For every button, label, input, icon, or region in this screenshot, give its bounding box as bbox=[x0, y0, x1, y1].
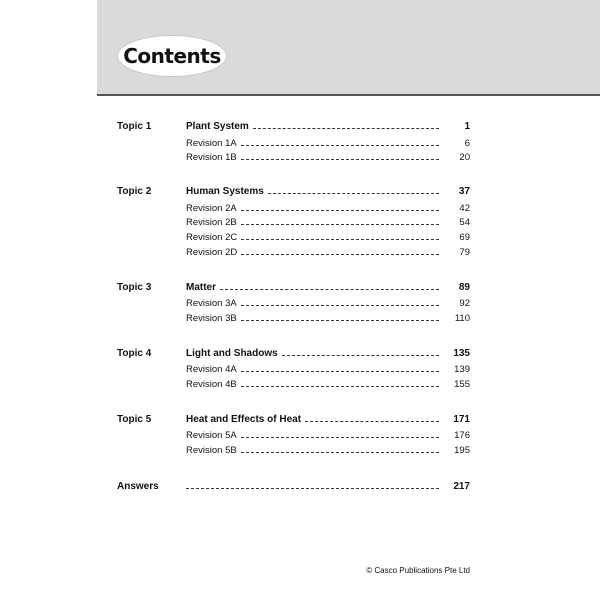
dot-leader bbox=[241, 210, 439, 211]
page-number: 110 bbox=[454, 313, 470, 324]
page-number: 1 bbox=[464, 121, 470, 132]
revision-label: Revision 5B bbox=[186, 445, 237, 456]
topic-title: Heat and Effects of Heat bbox=[186, 414, 302, 425]
toc-topic-row[interactable] bbox=[0, 281, 600, 296]
page-number: 54 bbox=[459, 217, 470, 228]
revision-label: Revision 4A bbox=[186, 364, 237, 375]
page-number: 6 bbox=[464, 138, 470, 149]
dot-leader bbox=[241, 254, 439, 255]
dot-leader bbox=[241, 437, 439, 438]
dot-leader bbox=[253, 128, 439, 129]
toc-topic-row[interactable] bbox=[0, 185, 600, 200]
toc-topic-row[interactable] bbox=[0, 347, 600, 362]
topic-title: Light and Shadows bbox=[186, 348, 278, 359]
page-number: 89 bbox=[458, 282, 470, 293]
answers-label: Answers bbox=[117, 481, 159, 492]
toc-entry bbox=[186, 444, 439, 458]
dot-leader bbox=[241, 305, 439, 306]
toc-revision-row[interactable] bbox=[0, 246, 600, 261]
dot-leader bbox=[241, 145, 439, 146]
dot-leader bbox=[282, 355, 439, 356]
page-number: 171 bbox=[453, 414, 470, 425]
toc-revision-row[interactable] bbox=[0, 312, 600, 327]
topic-label: Topic 3 bbox=[117, 282, 152, 293]
toc-entry bbox=[186, 202, 439, 216]
dot-leader bbox=[241, 239, 439, 240]
revision-label: Revision 1A bbox=[186, 138, 237, 149]
page-number: 217 bbox=[453, 481, 470, 492]
toc-entry bbox=[186, 137, 439, 151]
dot-leader bbox=[241, 386, 439, 387]
toc-entry bbox=[186, 216, 439, 230]
topic-title: Human Systems bbox=[186, 186, 264, 197]
dot-leader bbox=[268, 193, 439, 194]
toc-revision-row[interactable] bbox=[0, 363, 600, 378]
toc-revision-row[interactable] bbox=[0, 202, 600, 217]
dot-leader bbox=[241, 452, 439, 453]
revision-label: Revision 4B bbox=[186, 379, 237, 390]
page-number: 20 bbox=[459, 152, 470, 163]
page-number: 195 bbox=[454, 445, 470, 456]
toc-entry bbox=[186, 480, 439, 494]
toc-entry bbox=[186, 378, 439, 392]
toc-entry bbox=[186, 429, 439, 443]
dot-leader bbox=[241, 159, 439, 160]
revision-label: Revision 2A bbox=[186, 203, 237, 214]
toc-answers-row[interactable] bbox=[0, 480, 600, 495]
copyright-notice: © Casco Publications Pte Ltd bbox=[366, 566, 470, 575]
revision-label: Revision 3B bbox=[186, 313, 237, 324]
toc-entry bbox=[186, 363, 439, 377]
dot-leader bbox=[241, 224, 439, 225]
toc-revision-row[interactable] bbox=[0, 151, 600, 166]
revision-label: Revision 2C bbox=[186, 232, 238, 243]
topic-title: Matter bbox=[186, 282, 217, 293]
toc-entry bbox=[186, 312, 439, 326]
toc-revision-row[interactable] bbox=[0, 216, 600, 231]
page-number: 92 bbox=[459, 298, 470, 309]
dot-leader bbox=[186, 488, 439, 489]
topic-title: Plant System bbox=[186, 121, 249, 132]
toc-topic-row[interactable] bbox=[0, 120, 600, 135]
revision-label: Revision 2B bbox=[186, 217, 237, 228]
toc-revision-row[interactable] bbox=[0, 444, 600, 459]
dot-leader bbox=[220, 289, 439, 290]
toc-revision-row[interactable] bbox=[0, 429, 600, 444]
page-number: 176 bbox=[454, 430, 470, 441]
toc-revision-row[interactable] bbox=[0, 297, 600, 312]
toc-revision-row[interactable] bbox=[0, 378, 600, 393]
topic-label: Topic 1 bbox=[117, 121, 152, 132]
revision-label: Revision 1B bbox=[186, 152, 237, 163]
toc-entry bbox=[186, 281, 439, 295]
dot-leader bbox=[305, 421, 439, 422]
dot-leader bbox=[241, 371, 439, 372]
topic-label: Topic 2 bbox=[117, 186, 152, 197]
toc-entry bbox=[186, 231, 439, 245]
toc-entry bbox=[186, 185, 439, 199]
revision-label: Revision 3A bbox=[186, 298, 237, 309]
page-number: 37 bbox=[458, 186, 470, 197]
page-number: 135 bbox=[453, 348, 470, 359]
toc-revision-row[interactable] bbox=[0, 231, 600, 246]
toc-entry bbox=[186, 151, 439, 165]
revision-label: Revision 5A bbox=[186, 430, 237, 441]
page-title: Contents bbox=[123, 44, 221, 68]
page-number: 69 bbox=[459, 232, 470, 243]
page-number: 139 bbox=[454, 364, 470, 375]
toc-entry bbox=[186, 347, 439, 361]
page-number: 79 bbox=[459, 247, 470, 258]
toc-topic-row[interactable] bbox=[0, 413, 600, 428]
page-number: 42 bbox=[459, 203, 470, 214]
revision-label: Revision 2D bbox=[186, 247, 238, 258]
dot-leader bbox=[241, 320, 439, 321]
toc-entry bbox=[186, 413, 439, 427]
toc-entry bbox=[186, 297, 439, 311]
toc-entry bbox=[186, 120, 439, 134]
toc-entry bbox=[186, 246, 439, 260]
toc-revision-row[interactable] bbox=[0, 137, 600, 152]
topic-label: Topic 5 bbox=[117, 414, 152, 425]
page-number: 155 bbox=[454, 379, 470, 390]
topic-label: Topic 4 bbox=[117, 348, 152, 359]
